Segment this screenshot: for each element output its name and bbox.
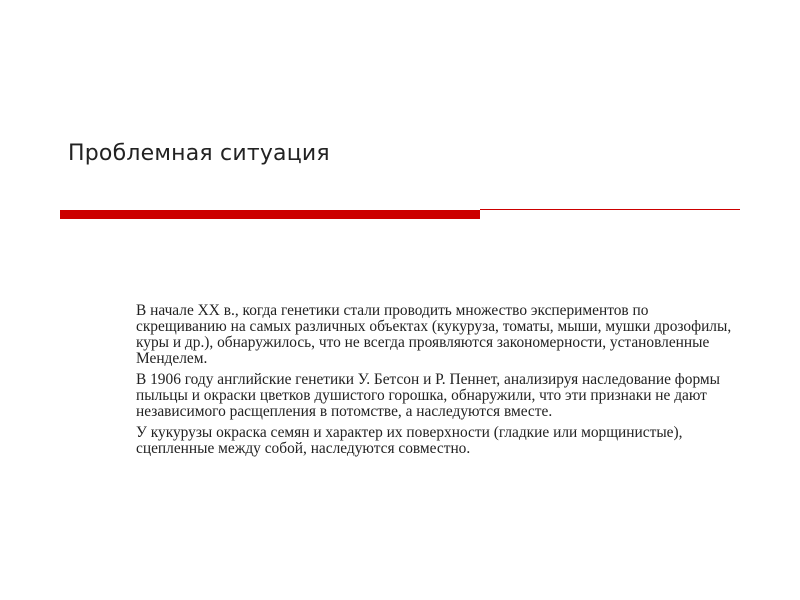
paragraph-bateson-punnett: В 1906 году английские генетики У. Бетсон и Р. Пеннет, анализируя наследование формы пыльцы и окраски цветков душистого горошка, обнаружили, что эти признаки не дают независимого расщепления в потомстве, а наследуются вместе.: [136, 371, 720, 420]
title-divider-thin: [480, 209, 740, 210]
slide-title: Проблемная ситуация: [68, 141, 330, 166]
title-divider-thick: [60, 210, 480, 219]
slide-body: [136, 303, 736, 462]
paragraph-corn: У кукурузы окраска семян и характер их поверхности (гладкие или морщинистые), сцепленные между собой, наследуются совместно.: [136, 424, 683, 457]
paragraph-intro: В начале XX в., когда генетики стали проводить множество экспериментов по скрещиванию на самых различных объектах (кукуруза, томаты, мыши, мушки дрозофилы, куры и др.), обнаружилось, что не всегда проявляются закономерности, установленные Менделем.: [136, 302, 732, 367]
